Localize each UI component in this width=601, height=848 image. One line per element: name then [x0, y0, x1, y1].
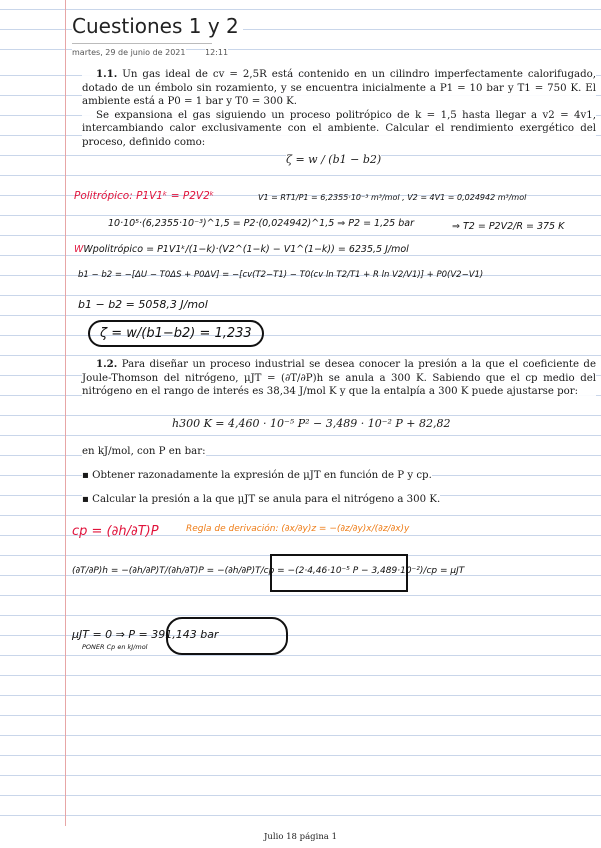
note-efficiency-result: ζ = w/(b1−b2) = 1,233 [88, 320, 264, 347]
units-text: en kJ/mol, con P en bar: [82, 446, 206, 457]
page-title[interactable]: Cuestiones 1 y 2 [72, 14, 243, 38]
problem-1-1-number: 1.1. [96, 68, 118, 80]
page-date: martes, 29 de junio de 2021 [72, 48, 186, 57]
problem-1-2-number: 1.2. [96, 358, 118, 370]
note-result-box [270, 554, 408, 592]
note-zero-condition: μJT = 0 ⇒ P = 391,143 bar [72, 628, 219, 641]
problem-1-2-statement: Para diseñar un proceso industrial se desea conocer la presión a la que el coeficiente de Joule-Thomson del nitrógeno, μJT = (∂T/∂P)h se anula a 300 K. Sabiendo que el cp medio del nitrógeno en el rango de interés es 38,34 J/mol K y que la entalpía a 300 K puede ajustarse por: [82, 359, 596, 397]
problem-1-2 [82, 358, 596, 399]
note-units-reminder: PONER Cp en kJ/mol [82, 643, 148, 651]
bullet-1: ▪ Obtener razonadamente la expresión de μJT en función de P y cp. [82, 470, 432, 481]
note-cp-definition: cp = (∂h/∂T)P [72, 524, 159, 539]
problem-1-1-statement: Un gas ideal de cv = 2,5R está contenido en un cilindro imperfectamente calorifugado, dotado de un émbolo sin rozamiento, y se encuentra inicialmente a P1 = 10 bar y T1 = 750 K. El ambiente está a P0 = 1 bar y T0 = 300 K. [82, 69, 596, 107]
page-time: 12:11 [205, 48, 229, 57]
note-work: WWpolitrópico = P1V1ᵏ/(1−k)·(V2^(1−k) − V1^(1−k)) = 6235,5 J/mol [74, 244, 409, 255]
efficiency-formula: ζ = w / (b1 − b2) [286, 153, 382, 166]
note-exergy-result: b1 − b2 = 5058,3 J/mol [78, 298, 208, 311]
note-pressure-oval [166, 617, 288, 655]
note-p2: 10·10⁵·(6,2355·10⁻³)^1,5 = P2·(0,024942)^1,5 ⇒ P2 = 1,25 bar [108, 218, 414, 229]
problem-1-1 [82, 68, 596, 149]
note-exergy-expression: b1 − b2 = −[ΔU − T0ΔS + P0ΔV] = −[cv(T2−T1) − T0(cv ln T2/T1 + R ln V2/V1)] + P0(V2−V1) [78, 270, 484, 280]
note-polytropic: Politrópico: P1V1ᵏ = P2V2ᵏ [74, 190, 215, 202]
enthalpy-formula: h300 K = 4,460 · 10⁻⁵ P² − 3,489 · 10⁻² P + 82,82 [172, 417, 451, 430]
note-volumes: V1 = RT1/P1 = 6,2355·10⁻³ m³/mol , V2 = 4V1 = 0,024942 m³/mol [258, 193, 527, 202]
note-joule-thomson: (∂T/∂P)h = −(∂h/∂P)T/(∂h/∂T)P = −(∂h/∂P)T/cp = −(2·4,46·10⁻⁵ P − 3,489·10⁻²)/cp = μJT [72, 566, 465, 576]
title-underline [72, 43, 212, 44]
page-footer: Julio 18 página 1 [264, 832, 337, 842]
note-t2: ⇒ T2 = P2V2/R = 375 K [452, 221, 565, 232]
problem-1-1-statement-2: Se expansiona el gas siguiendo un proceso politrópico de k = 1,5 hasta llegar a v2 = 4v1, intercambiando calor exclusivamente con el ambiente. Calcular el rendimiento exergético del proceso, definido como: [82, 109, 596, 148]
note-derivation-rule: Regla de derivación: (∂x/∂y)z = −(∂z/∂y)x/(∂z/∂x)y [186, 524, 410, 534]
bullet-2: ▪ Calcular la presión a la que μJT se anula para el nitrógeno a 300 K. [82, 494, 441, 505]
margin-line [65, 0, 66, 826]
